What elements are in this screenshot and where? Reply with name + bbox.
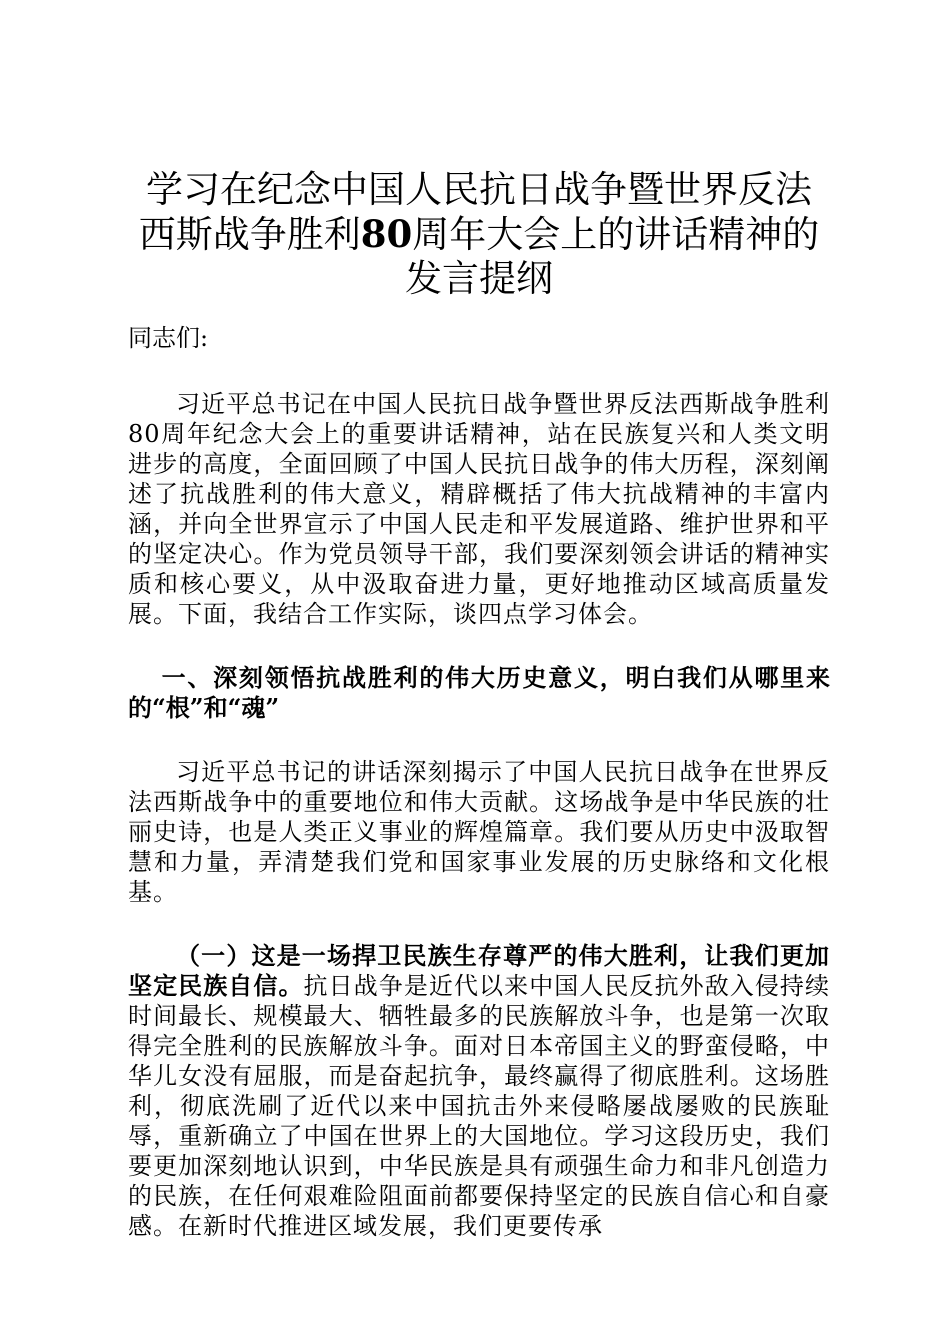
- title-part2: 周年大会上的讲话精神的发言提纲: [405, 213, 820, 300]
- title-number: 80: [360, 212, 413, 256]
- document-page: [128, 168, 830, 1275]
- intro-paragraph: 习近平总书记在中国人民抗日战争暨世界反法西斯战争胜利80周年纪念大会上的重要讲话精神，站在民族复兴和人类文明进步的高度，全面回顾了中国人民抗日战争的伟大历程，深刻阐述了抗战胜利的伟大意义，精辟概括了伟大抗战精神的丰富内涵，并向全世界宣示了中国人民走和平发展道路、维护世界和平的坚定决心。作为党员领导干部，我们要深刻领会讲话的精神实质和核心要义，从中汲取奋进力量，更好地推动区域高质量发展。下面，我结合工作实际，谈四点学习体会。: [128, 390, 830, 628]
- subsection-1-body: 抗日战争是近代以来中国人民反抗外敌入侵持续时间最长、规模最大、牺牲最多的民族解放斗争，也是第一次取得完全胜利的民族解放斗争。面对日本帝国主义的野蛮侵略，中华儿女没有屈服，而是奋起抗争，最终赢得了彻底胜利。这场胜利，彻底洗刷了近代以来中国抗击外来侵略屡战屡败的民族耻辱，重新确立了中国在世界上的大国地位。学习这段历史，我们要更加深刻地认识到，中华民族是具有顽强生命力和非凡创造力的民族，在任何艰难险阻面前都要保持坚定的民族自信心和自豪感。在新时代推进区域发展，我们更要传承: [128, 972, 831, 1240]
- subsection-1-paragraph: [128, 941, 830, 1241]
- subsection-1-lead: （一）这是一场捍卫民族生存尊严的伟大胜利，让我们更加坚定民族自信。: [128, 941, 830, 1000]
- document-title: [128, 168, 830, 301]
- title-part1: 学习在纪念中国人民抗日战争暨世界反法西斯战争胜利: [138, 168, 812, 256]
- section-1-paragraph: 习近平总书记的讲话深刻揭示了中国人民抗日战争在世界反法西斯战争中的重要地位和伟大贡献。这场战争是中华民族的壮丽史诗，也是人类正义事业的辉煌篇章。我们要从历史中汲取智慧和力量，弄清楚我们党和国家事业发展的历史脉络和文化根基。: [128, 758, 830, 906]
- section-heading-1: 一、深刻领悟抗战胜利的伟大历史意义，明白我们从哪里来的“根”和“魂”: [128, 663, 830, 722]
- salutation: 同志们:: [128, 324, 209, 352]
